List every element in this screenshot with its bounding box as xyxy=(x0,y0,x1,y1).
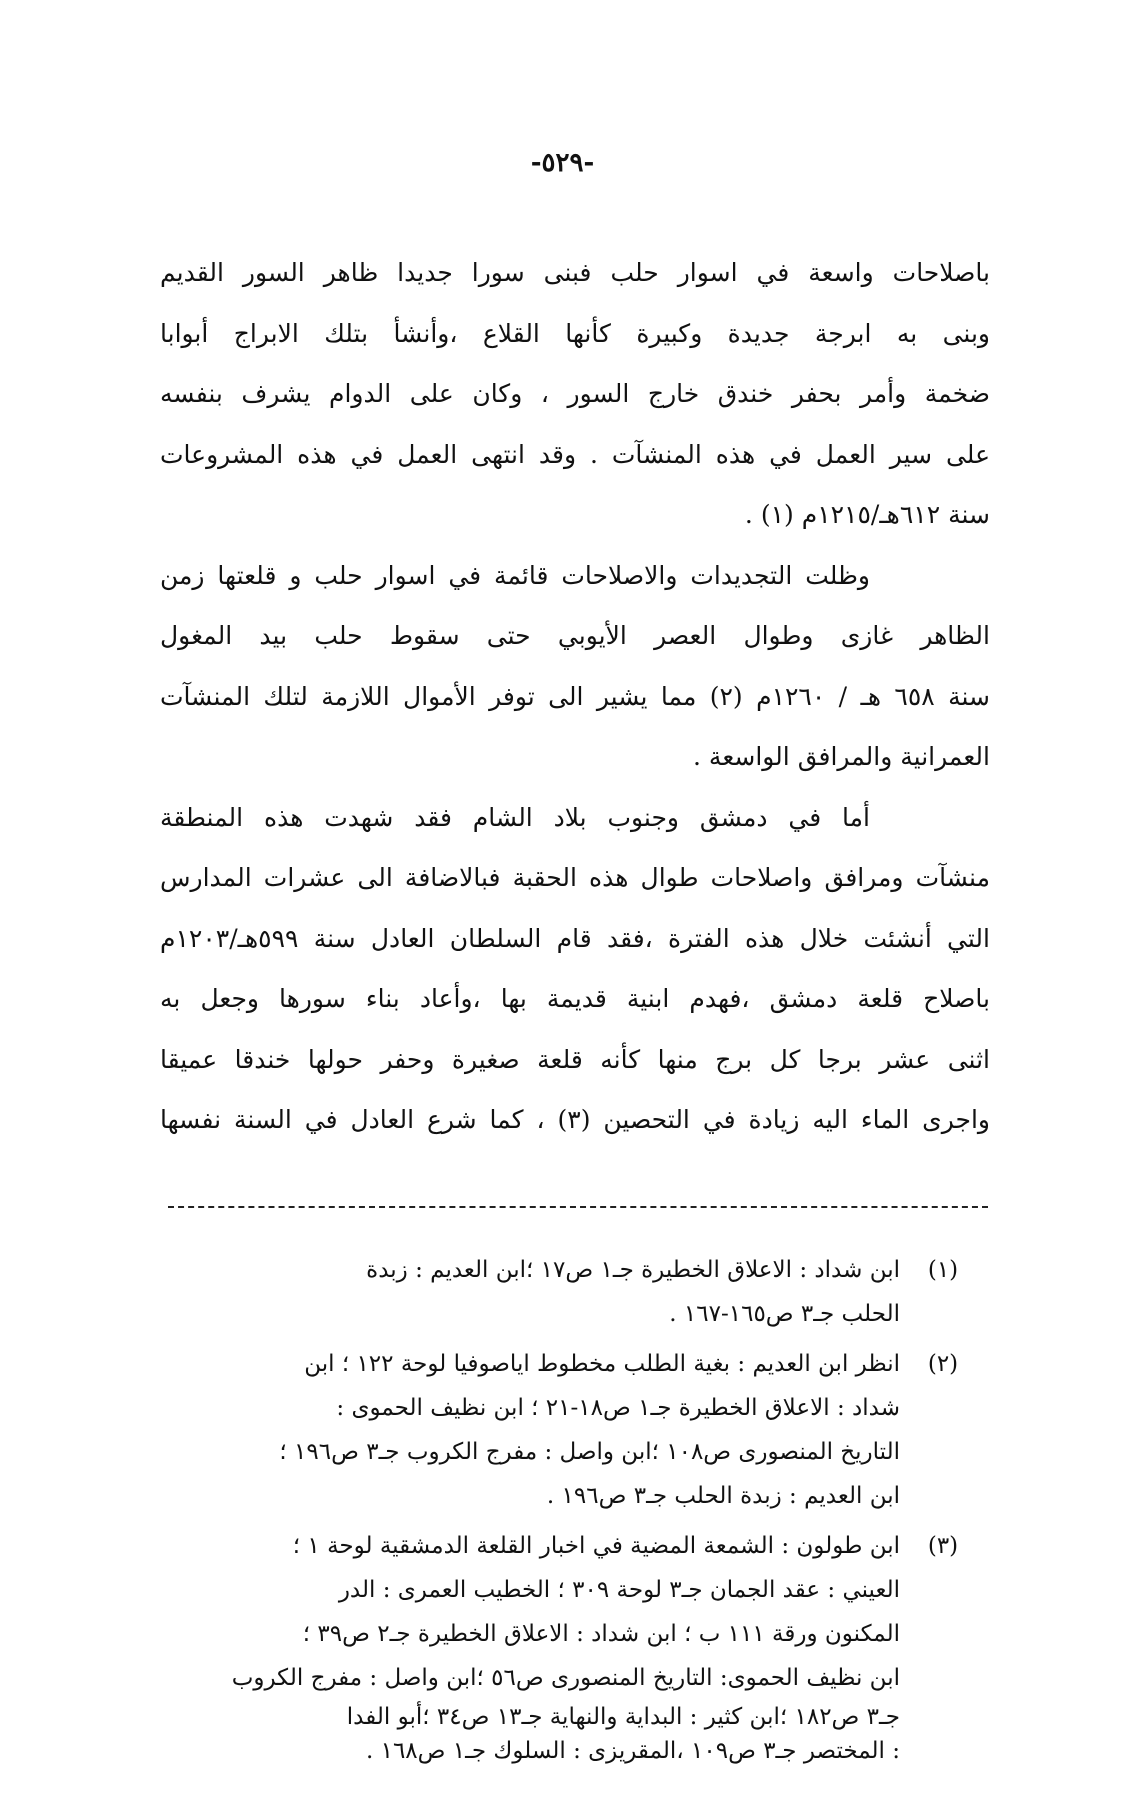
footnote-line: انظر ابن العديم : بغية الطلب مخطوط اياصوفيا لوحة ١٢٢ ؛ ابن xyxy=(304,1351,900,1377)
body-line: ضخمة وأمر بحفر خندق خارج السور ، وكان على الدوام يشرف بنفسه xyxy=(160,379,990,408)
footnote-number: (١) xyxy=(927,1257,959,1283)
footnote-line: ابن شداد : الاعلاق الخطيرة جـ١ ص١٧ ؛ابن العديم : زبدة xyxy=(366,1257,900,1283)
body-line: باصلاحات واسعة في اسوار حلب فبنى سورا جديدا ظاهر السور القديم xyxy=(160,258,990,287)
body-line: أما في دمشق وجنوب بلاد الشام فقد شهدت هذه المنطقة xyxy=(160,802,870,832)
footnote-line: ابن العديم : زبدة الحلب جـ٣ ص١٩٦ . xyxy=(546,1483,900,1509)
body-line: الظاهر غازى وطوال العصر الأيوبي حتى سقوط حلب بيد المغول xyxy=(160,621,990,650)
page-number: -٥٢٩- xyxy=(530,148,595,178)
footnote-line: ابن نظيف الحموى: التاريخ المنصورى ص٥٦ ؛ابن واصل : مفرج الكروب xyxy=(231,1665,900,1691)
footnote-line: : المختصر جـ٣ ص١٠٩ ،المقريزى : السلوك جـ١ ص١٦٨ . xyxy=(365,1738,900,1764)
footnote-line: العيني : عقد الجمان جـ٣ لوحة ٣٠٩ ؛ الخطيب العمرى : الدر xyxy=(338,1577,900,1603)
footnote-1 xyxy=(150,1248,970,1336)
footnote-3 xyxy=(150,1524,970,1768)
body-line: اثنى عشر برجا كل برج منها كأنه قلعة صغيرة وحفر حولها خندقا عميقا xyxy=(160,1044,990,1074)
footnotes xyxy=(150,1248,970,1774)
body-line: وظلت التجديدات والاصلاحات قائمة في اسوار حلب و قلعتها زمن xyxy=(160,560,870,590)
footnote-line: جـ٣ ص١٨٢ ؛ابن كثير : البداية والنهاية جـ١٣ ص٣٤ ؛أبو الفدا xyxy=(346,1704,900,1730)
footnote-number: (٢) xyxy=(927,1351,959,1377)
footnote-line: الحلب جـ٣ ص١٦٥-١٦٧ . xyxy=(669,1301,900,1327)
body-line: على سير العمل في هذه المنشآت . وقد انتهى العمل في هذه المشروعات xyxy=(160,439,990,469)
body-line: منشآت ومرافق واصلاحات طوال هذه الحقبة فبالاضافة الى عشرات المدارس xyxy=(160,863,990,892)
body-line: العمرانية والمرافق الواسعة . xyxy=(693,742,990,771)
body-line: وبنى به ابرجة جديدة وكبيرة كأنها القلاع ،وأنشأ بتلك الابراج أبوابا xyxy=(160,318,990,348)
body-line: سنة ٦١٢هـ/١٢١٥م (١) . xyxy=(744,500,990,529)
footnote-line: التاريخ المنصورى ص١٠٨ ؛ابن واصل : مفرج الكروب جـ٣ ص١٩٦ ؛ xyxy=(279,1439,900,1465)
footnote-number: (٣) xyxy=(927,1533,959,1559)
footnote-2 xyxy=(150,1342,970,1518)
body-text xyxy=(160,258,990,1166)
body-line: سنة ٦٥٨ هـ / ١٢٦٠م (٢) مما يشير الى توفر الأموال اللازمة لتلك المنشآت xyxy=(160,681,990,711)
footnote-line: المكنون ورقة ١١١ ب ؛ ابن شداد : الاعلاق الخطيرة جـ٢ ص٣٩ ؛ xyxy=(302,1621,900,1647)
footnote-line: شداد : الاعلاق الخطيرة جـ١ ص١٨-٢١ ؛ ابن نظيف الحموى : xyxy=(336,1395,900,1421)
body-line: واجرى الماء اليه زيادة في التحصين (٣) ، كما شرع العادل في السنة نفسها xyxy=(160,1105,990,1134)
footnote-separator xyxy=(168,1206,988,1208)
body-line: باصلاح قلعة دمشق ،فهدم ابنية قديمة بها ،وأعاد بناء سورها وجعل به xyxy=(160,984,990,1013)
body-line: التي أنشئت خلال هذه الفترة ،فقد قام السلطان العادل سنة ٥٩٩هـ/١٢٠٣م xyxy=(160,923,990,953)
footnote-line: ابن طولون : الشمعة المضية في اخبار القلعة الدمشقية لوحة ١ ؛ xyxy=(292,1533,900,1559)
